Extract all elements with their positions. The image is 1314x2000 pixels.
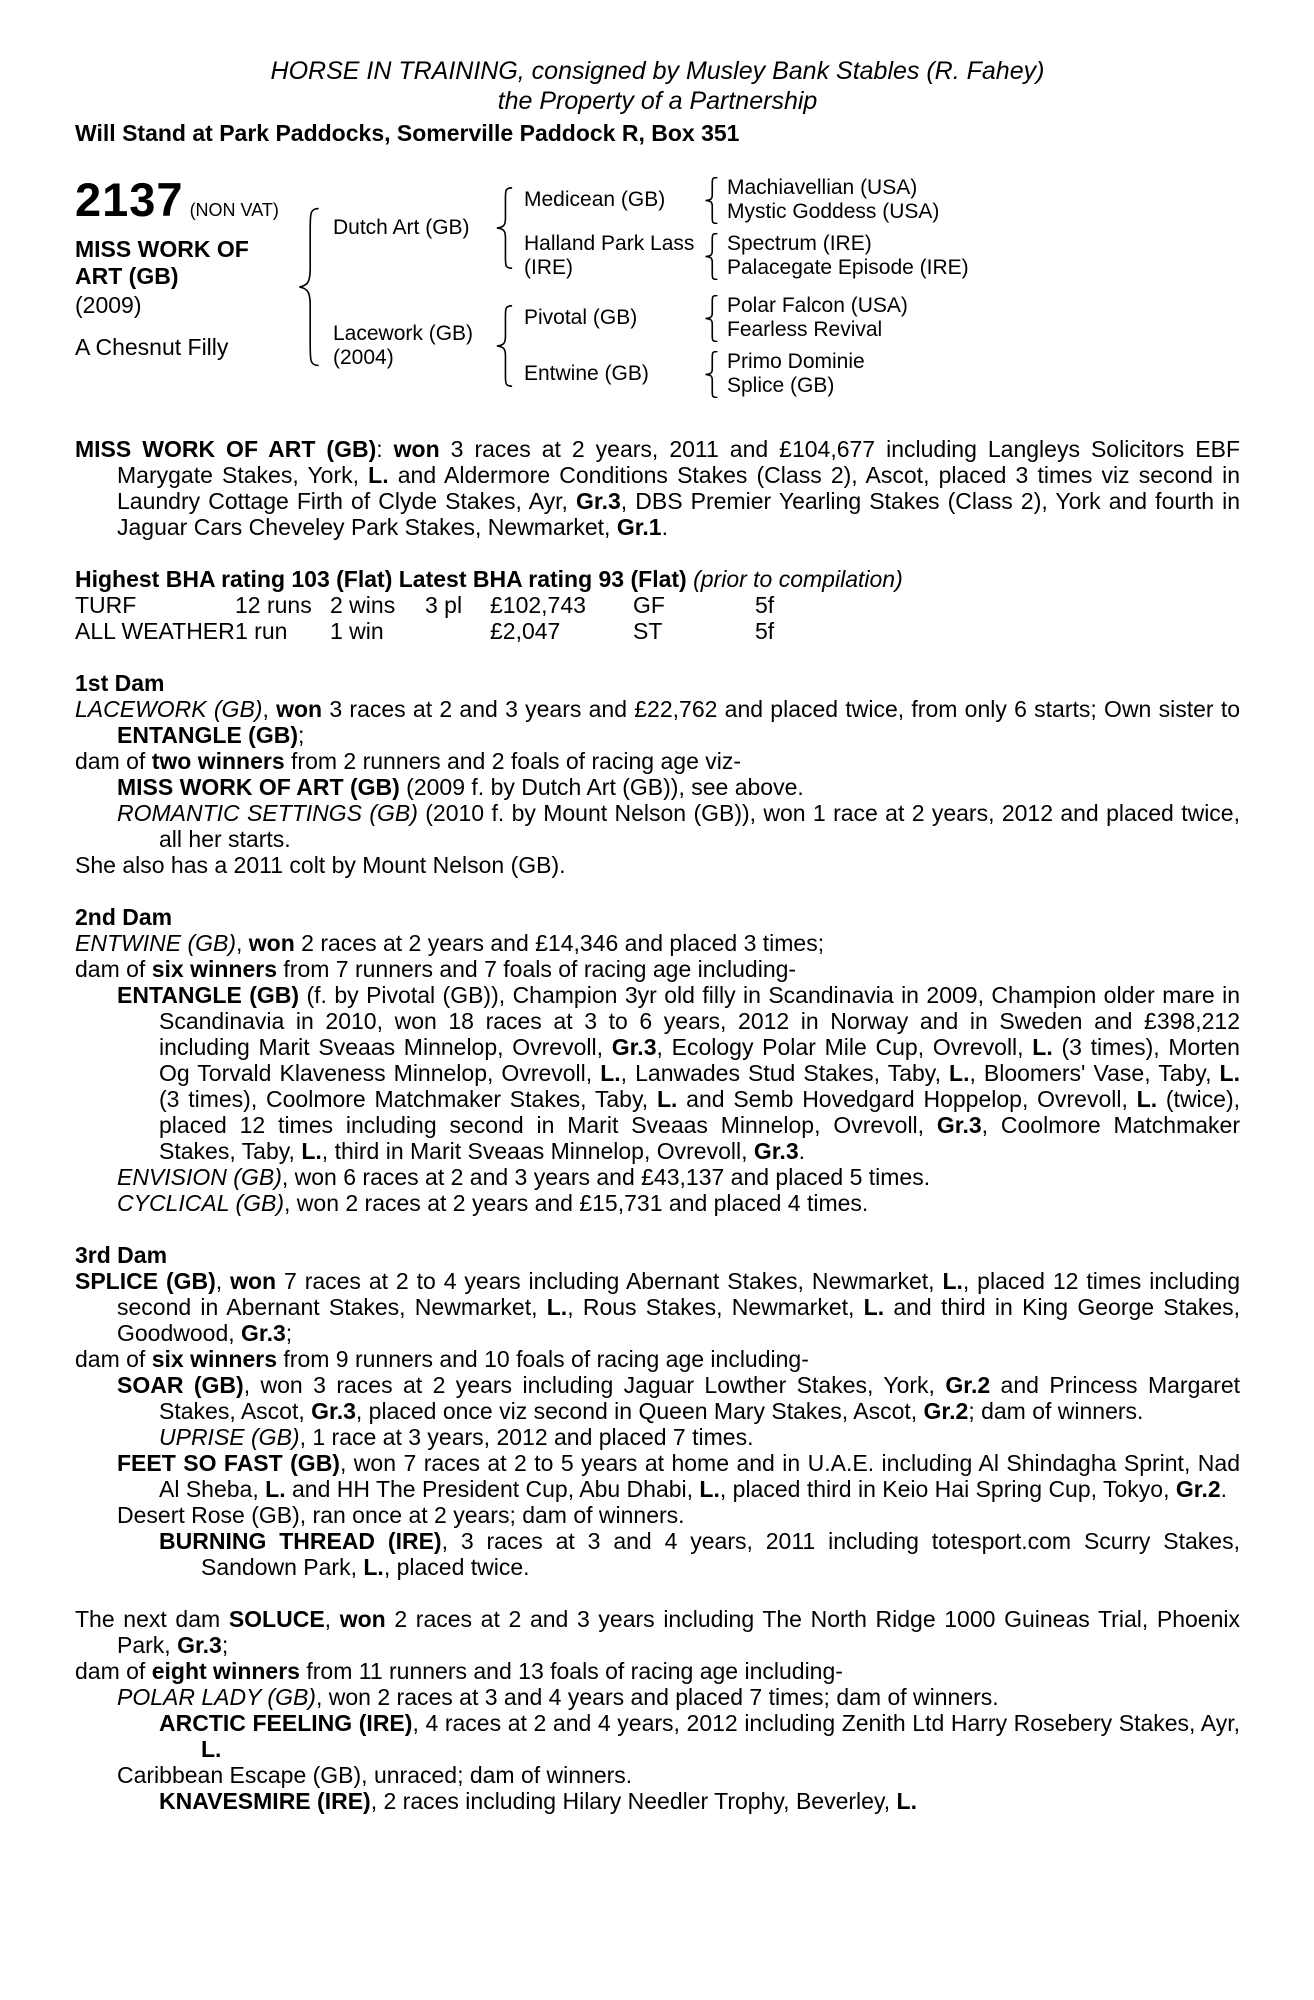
section-heading-2nd-dam: 2nd Dam: [75, 904, 173, 930]
consignor-line: HORSE IN TRAINING, consigned by Musley Bank Stables (R. Fahey): [270, 57, 1045, 85]
going-cell: GF: [633, 592, 665, 618]
para-soar: SOAR (GB), won 3 races at 2 years including Jaguar Lowther Stakes, York, Gr.2 and Princess Margaret Stakes, Ascot, Gr.3, placed once viz second in Queen Mary Stakes, Ascot, Gr.2; dam of winners.: [117, 1372, 1240, 1424]
sire-parents-column: [524, 176, 971, 280]
ancestor-name: Splice (GB): [727, 374, 835, 397]
catalogue-body: [75, 436, 1240, 1814]
ancestor-name: Fearless Revival: [727, 318, 883, 341]
pedigree-section: [75, 173, 1240, 398]
para-feet-so-fast: FEET SO FAST (GB), won 7 races at 2 to 5 years at home and in U.A.E. including Al Shindagha Sprint, Nad Al Sheba, L. and HH The President Cup, Abu Dhabi, L., placed third in Keio Hai Spring Cup, Tokyo, Gr.2.: [117, 1450, 1240, 1502]
para-envision: ENVISION (GB), won 6 races at 2 and 3 years and £43,137 and placed 5 times.: [117, 1164, 931, 1190]
dam-sire-branch: [524, 294, 971, 342]
rating-block: [75, 566, 1240, 644]
dam-dam-branch: [524, 350, 971, 398]
brace-icon: [704, 295, 719, 342]
lot-number: 2137: [75, 173, 184, 226]
para-miss-work-entry: MISS WORK OF ART (GB) (2009 f. by Dutch Art (GB)), see above.: [117, 774, 804, 800]
para-polar-lady: POLAR LADY (GB), won 2 races at 3 and 4 years and placed 7 times; dam of winners.: [117, 1684, 999, 1710]
bha-rating-line: Highest BHA rating 103 (Flat) Latest BHA rating 93 (Flat) (prior to compilation): [75, 566, 903, 592]
great-grandparents: [727, 232, 971, 280]
brace-icon: [495, 305, 514, 387]
great-grandparents: [727, 350, 971, 398]
brace-icon: [495, 187, 514, 269]
para-caribbean-escape: Caribbean Escape (GB), unraced; dam of winners.: [117, 1762, 633, 1788]
surface-cell: ALL WEATHER: [75, 618, 235, 644]
wins-cell: 2 wins: [330, 592, 396, 618]
sire-dam-name: Halland Park Lass (IRE): [524, 232, 695, 279]
section-heading-1st-dam: 1st Dam: [75, 670, 165, 696]
para-cyclical: CYCLICAL (GB), won 2 races at 2 years and £15,731 and placed 4 times.: [117, 1190, 869, 1216]
places-cell: 3 pl: [425, 592, 463, 618]
section-heading-3rd-dam: 3rd Dam: [75, 1242, 168, 1268]
great-grandparents: [727, 294, 971, 342]
pedigree-tree: [297, 176, 971, 398]
property-line: the Property of a Partnership: [497, 87, 818, 115]
stats-row-all-weather: [75, 618, 1240, 644]
para-dam1-produce: dam of two winners from 2 runners and 2 foals of racing age viz-: [75, 748, 742, 774]
horse-name: MISS WORK OF ART (GB): [75, 236, 249, 289]
race-stats-table: [75, 592, 1240, 644]
dam-parents-column: [524, 294, 971, 398]
para-dam4-produce: dam of eight winners from 11 runners and 13 foals of racing age including-: [75, 1658, 843, 1684]
para-lacework: LACEWORK (GB), won 3 races at 2 and 3 years and £22,762 and placed twice, from only 6 starts; Own sister to ENTANGLE (GB);: [75, 696, 1241, 748]
para-dam2-produce: dam of six winners from 7 runners and 7 foals of racing age including-: [75, 956, 797, 982]
distance-cell: 5f: [755, 592, 775, 618]
para-she-also: She also has a 2011 colt by Mount Nelson (GB).: [75, 852, 566, 878]
race-record-paragraph: MISS WORK OF ART (GB): won 3 races at 2 years, 2011 and £104,677 including Langleys Solicitors EBF Marygate Stakes, York, L. and Aldermore Conditions Stakes (Class 2), Ascot, placed 3 times viz second in Laundry Cottage Firth of Clyde Stakes, Ayr, Gr.3, DBS Premier Yearling Stakes (Class 2), York and fourth in Jaguar Cars Cheveley Park Stakes, Newmarket, Gr.1.: [75, 436, 1241, 540]
sire-branch: [333, 176, 971, 280]
horse-description: A Chesnut Filly: [75, 334, 229, 360]
dam-sire-name: Pivotal (GB): [524, 306, 638, 329]
para-desert-rose: Desert Rose (GB), ran once at 2 years; dam of winners.: [117, 1502, 685, 1528]
lot-block: [75, 173, 297, 360]
earnings-cell: £2,047: [490, 618, 561, 644]
sire-sire-branch: [524, 176, 971, 224]
brace-icon: [704, 177, 719, 224]
para-arctic-feeling: ARCTIC FEELING (IRE), 4 races at 2 and 4 years, 2012 including Zenith Ltd Harry Rosebery Stakes, Ayr, L.: [159, 1710, 1240, 1762]
sire-name: Dutch Art (GB): [333, 216, 470, 239]
runs-cell: 12 runs: [235, 592, 312, 618]
para-knavesmire: KNAVESMIRE (IRE), 2 races including Hilary Needler Trophy, Beverley, L.: [159, 1788, 917, 1814]
ancestor-name: Polar Falcon (USA): [727, 294, 908, 317]
dam-name-block: [333, 322, 495, 370]
para-uprise: UPRISE (GB), 1 race at 3 years, 2012 and placed 7 times.: [159, 1424, 754, 1450]
stats-row-turf: [75, 592, 1240, 618]
brace-icon: [704, 351, 719, 398]
dam-dam-name: Entwine (GB): [524, 362, 649, 385]
ancestor-name: Primo Dominie: [727, 350, 865, 373]
para-entwine: ENTWINE (GB), won 2 races at 2 years and £14,346 and placed 3 times;: [75, 930, 825, 956]
ancestor-name: Spectrum (IRE): [727, 232, 872, 255]
distance-cell: 5f: [755, 618, 775, 644]
generation-1-column: [333, 176, 971, 398]
dam-year: (2004): [333, 346, 394, 369]
sire-sire-name: Medicean (GB): [524, 188, 666, 211]
places-cell: [425, 618, 490, 644]
dam-name: Lacework (GB): [333, 322, 474, 345]
foaling-year: (2009): [75, 292, 142, 318]
brace-icon: [297, 207, 321, 367]
lot-vat-note: (NON VAT): [189, 200, 279, 220]
para-dam3-produce: dam of six winners from 9 runners and 10 foals of racing age including-: [75, 1346, 809, 1372]
going-cell: ST: [633, 618, 663, 644]
ancestor-name: Palacegate Episode (IRE): [727, 256, 969, 279]
para-soluce: The next dam SOLUCE, won 2 races at 2 and 3 years including The North Ridge 1000 Guineas Trial, Phoenix Park, Gr.3;: [75, 1606, 1240, 1658]
sire-dam-branch: [524, 232, 971, 280]
para-splice: SPLICE (GB), won 7 races at 2 to 4 years including Abernant Stakes, Newmarket, L., placed 12 times including second in Abernant Stakes, Newmarket, L., Rous Stakes, Newmarket, L. and third in King George Stakes, Goodwood, Gr.3;: [75, 1268, 1240, 1346]
dam-branch: [333, 294, 971, 398]
ancestor-name: Machiavellian (USA): [727, 176, 918, 199]
page-header: [75, 56, 1240, 146]
para-entangle: ENTANGLE (GB) (f. by Pivotal (GB)), Champion 3yr old filly in Scandinavia in 2009, Champion older mare in Scandinavia in 2010, won 18 races at 3 to 6 years, 2012 in Norway and in Sweden and £398,212 including Marit Sveaas Minnelop, Ovrevoll, Gr.3, Ecology Polar Mile Cup, Ovrevoll, L. (3 times), Morten Og Torvald Klaveness Minnelop, Ovrevoll, L., Lanwades Stud Stakes, Taby, L., Bloomers' Vase, Taby, L. (3 times), Coolmore Matchmaker Stakes, Taby, L. and Semb Hovedgard Hoppelop, Ovrevoll, L. (twice), placed 12 times including second in Marit Sveaas Minnelop, Ovrevoll, Gr.3, Coolmore Matchmaker Stakes, Taby, L., third in Marit Sveaas Minnelop, Ovrevoll, Gr.3.: [117, 982, 1240, 1164]
para-romantic-settings: ROMANTIC SETTINGS (GB) (2010 f. by Mount Nelson (GB)), won 1 race at 2 years, 2012 and placed twice, all her starts.: [117, 800, 1240, 852]
great-grandparents: [727, 176, 971, 224]
location-line: Will Stand at Park Paddocks, Somerville Paddock R, Box 351: [75, 120, 740, 146]
ancestor-name: Mystic Goddess (USA): [727, 200, 940, 223]
runs-cell: 1 run: [235, 618, 288, 644]
brace-icon: [704, 233, 719, 280]
earnings-cell: £102,743: [490, 592, 586, 618]
surface-cell: TURF: [75, 592, 137, 618]
para-burning-thread: BURNING THREAD (IRE), 3 races at 3 and 4 years, 2011 including totesport.com Scurry Stakes, Sandown Park, L., placed twice.: [159, 1528, 1240, 1580]
lot-number-row: [75, 173, 297, 226]
wins-cell: 1 win: [330, 618, 384, 644]
